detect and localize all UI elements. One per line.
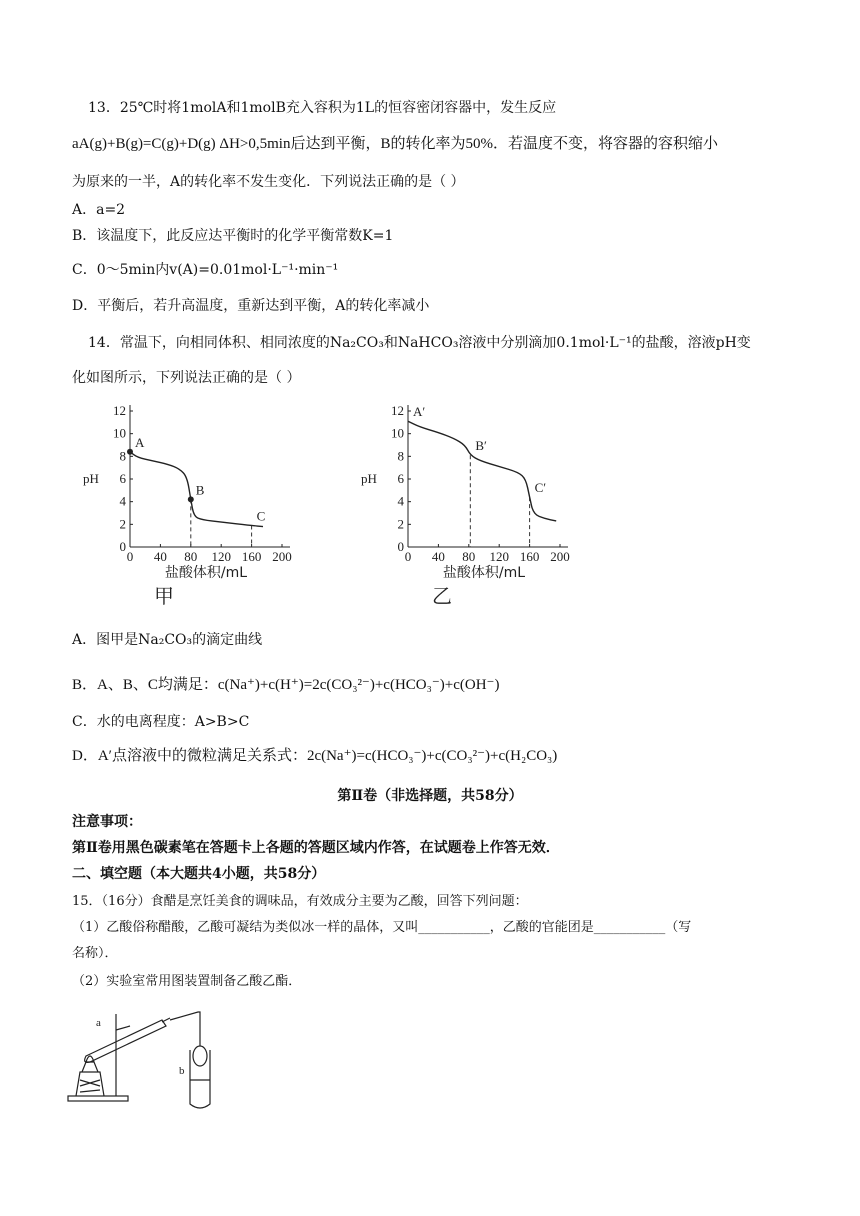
chart-caption: 乙 xyxy=(432,584,452,608)
q14-option-d: D．A′点溶液中的微粒满足关系式：2c(Na⁺)=c(HCO₃⁻)+c(CO₃²⁻)+c(H₂CO₃) xyxy=(72,748,558,764)
point-label: A xyxy=(135,434,145,450)
label-b: b xyxy=(179,1065,185,1077)
q13-stem-line1: 13．25℃时将1molA和1molB充入容积为1L的恒容密闭容器中，发生反应 xyxy=(88,100,557,116)
q13-option-c: C．0～5min内v(A)=0.01mol·L⁻¹·min⁻¹ xyxy=(72,262,339,278)
q14-stem-line1: 14．常温下，向相同体积、相同浓度的Na₂CO₃和NaHCO₃溶液中分别滴加0.1mol·L⁻¹的盐酸，溶液pH变 xyxy=(88,335,751,351)
q13-option-a: A．a=2 xyxy=(72,202,126,218)
y-tick-label: 8 xyxy=(119,448,126,464)
x-tick-label: 200 xyxy=(550,549,570,564)
x-tick-label: 40 xyxy=(431,549,445,564)
y-tick-label: 6 xyxy=(119,471,126,486)
q13-stem-line2: aA(g)+B(g)=C(g)+D(g) ΔH>0,5min后达到平衡，B的转化率为50%．若温度不变，将容器的容积缩小 xyxy=(72,136,718,152)
x-axis-label: 盐酸体积/mL xyxy=(164,565,248,581)
y-tick-label: 0 xyxy=(397,539,404,554)
q14-option-a: A．图甲是Na₂CO₃的滴定曲线 xyxy=(72,632,263,648)
data-point xyxy=(188,496,194,502)
titration-chart-yi xyxy=(358,400,598,610)
x-tick-label: 40 xyxy=(153,549,167,564)
x-tick-label: 160 xyxy=(519,549,540,564)
x-tick-label: 200 xyxy=(272,549,292,564)
q14-option-c: C．水的电离程度：A>B>C xyxy=(72,714,250,730)
x-axis-label: 盐酸体积/mL xyxy=(442,565,526,581)
y-tick-label: 10 xyxy=(391,425,404,441)
y-tick-label: 10 xyxy=(113,425,126,441)
x-tick-label: 160 xyxy=(241,549,262,564)
stand-clamp xyxy=(116,1026,130,1030)
bulb-funnel xyxy=(193,1046,207,1066)
y-tick-label: 4 xyxy=(119,493,126,509)
x-tick-label: 120 xyxy=(489,549,509,564)
point-label: B xyxy=(195,482,205,498)
q15-sub2: （2）实验室常用图装置制备乙酸乙酯． xyxy=(72,974,302,989)
y-tick-label: 2 xyxy=(397,516,404,532)
y-tick-label: 2 xyxy=(119,516,126,532)
q15-stem: 15．（16分）食醋是烹饪美食的调味品，有效成分主要为乙酸，回答下列问题： xyxy=(72,894,528,909)
y-tick-label: 12 xyxy=(113,403,126,418)
q13-stem-line3: 为原来的一半，A的转化率不发生变化．下列说法正确的是（ ） xyxy=(72,174,465,190)
stand-base xyxy=(68,1096,128,1101)
q14-stem-line2: 化如图所示，下列说法正确的是（ ） xyxy=(72,370,301,386)
titration-chart-jia xyxy=(80,400,320,610)
x-tick-label: 0 xyxy=(126,549,134,564)
y-axis-label: pH xyxy=(83,471,99,486)
y-tick-label: 8 xyxy=(397,448,404,464)
point-label: C′ xyxy=(534,480,547,496)
y-tick-label: 4 xyxy=(397,493,404,509)
ethyl-acetate-apparatus xyxy=(66,1000,246,1110)
part-title: 二、填空题（本大题共4小题，共58分） xyxy=(72,866,326,882)
delivery-tube xyxy=(170,1012,200,1046)
chart-caption: 甲 xyxy=(154,584,174,608)
q13-option-b: B．该温度下，此反应达平衡时的化学平衡常数K=1 xyxy=(72,228,394,244)
label-a: a xyxy=(96,1017,101,1029)
x-tick-label: 0 xyxy=(404,549,412,564)
x-tick-label: 80 xyxy=(184,549,198,564)
x-tick-label: 120 xyxy=(211,549,231,564)
y-tick-label: 12 xyxy=(391,403,404,418)
point-label: C xyxy=(256,508,266,524)
point-label: A′ xyxy=(413,404,426,420)
ph-curve xyxy=(408,421,556,521)
x-tick-label: 80 xyxy=(462,549,476,564)
data-point xyxy=(127,449,133,455)
notice-title: 注意事项： xyxy=(72,814,142,830)
section-title: 第Ⅱ卷（非选择题，共58分） xyxy=(337,788,523,804)
notice-text: 第Ⅱ卷用黑色碳素笔在答题卡上各题的答题区域内作答，在试题卷上作答无效． xyxy=(72,840,560,856)
q13-option-d: D．平衡后，若升高温度，重新达到平衡，A的转化率减小 xyxy=(72,298,430,314)
q14-option-b: B．A、B、C均满足：c(Na⁺)+c(H⁺)=2c(CO₃²⁻)+c(HCO₃⁻)+c(OH⁻) xyxy=(72,677,500,693)
y-tick-label: 0 xyxy=(119,539,126,554)
y-axis-label: pH xyxy=(361,471,377,486)
q15-sub1-line2: 名称）． xyxy=(72,946,118,961)
point-label: B′ xyxy=(475,438,487,454)
y-tick-label: 6 xyxy=(397,471,404,486)
q15-sub1-line1: （1）乙酸俗称醋酸，乙酸可凝结为类似冰一样的晶体，又叫___________，乙酸的官能团是___________（写 xyxy=(72,920,692,935)
